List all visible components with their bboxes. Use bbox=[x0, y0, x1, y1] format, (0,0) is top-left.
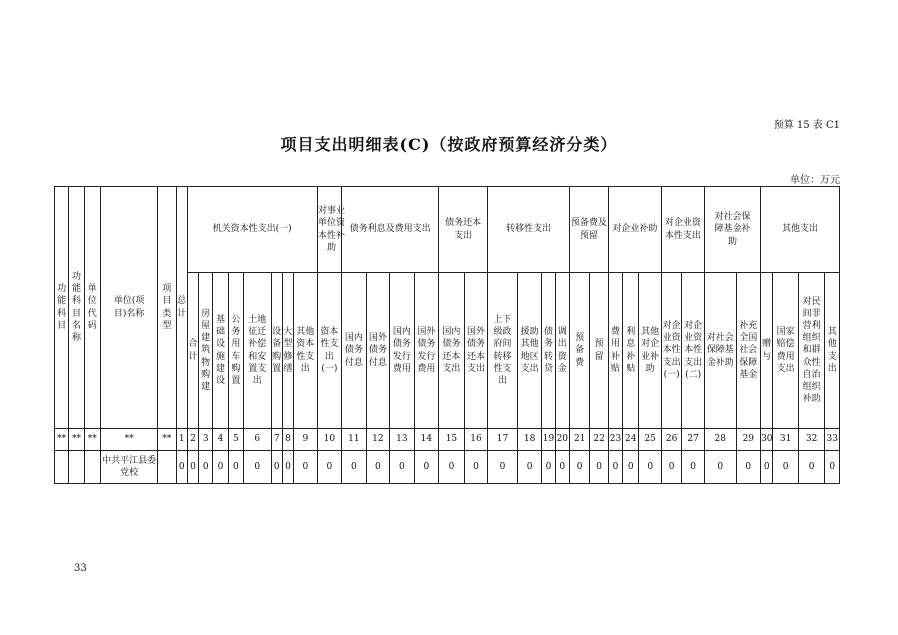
value-cell: 0 bbox=[639, 451, 662, 484]
code-cell: 12 bbox=[366, 429, 390, 451]
code-cell: 2 bbox=[187, 429, 198, 451]
header-row-groups bbox=[55, 187, 840, 273]
value-cell: 0 bbox=[439, 451, 465, 484]
cell-func-subject-name bbox=[69, 451, 84, 484]
col-foreign-debt-fee: 国外债务发行费用 bbox=[414, 273, 439, 429]
value-cell: 0 bbox=[464, 451, 488, 484]
col-official-vehicle: 公务用车购置 bbox=[228, 273, 243, 429]
code-cell: 31 bbox=[773, 429, 799, 451]
col-infrastructure: 基础设施建设 bbox=[213, 273, 228, 429]
code-cell: 23 bbox=[608, 429, 622, 451]
col-enterprise-capital-2: 对企业资本性支出(二) bbox=[682, 273, 704, 429]
code-cell: 10 bbox=[317, 429, 342, 451]
col-equipment: 设备购置 bbox=[271, 273, 282, 429]
group-reserve: 预备费及预留 bbox=[569, 187, 608, 273]
code-cell: ** bbox=[84, 429, 100, 451]
page-number: 33 bbox=[74, 563, 87, 574]
code-cell: 24 bbox=[623, 429, 639, 451]
code-cell: 6 bbox=[244, 429, 272, 451]
col-capital-expenditure-1: 资本性支出(一) bbox=[317, 273, 342, 429]
value-cell: 0 bbox=[623, 451, 639, 484]
code-cell: 14 bbox=[414, 429, 439, 451]
code-cell: 15 bbox=[439, 429, 465, 451]
code-cell: 26 bbox=[661, 429, 681, 451]
value-cell: 0 bbox=[555, 451, 569, 484]
col-other-enterprise-subsidy: 其他对企业补助 bbox=[639, 273, 662, 429]
col-subtotal: 合计 bbox=[187, 273, 198, 429]
code-cell: 1 bbox=[176, 429, 187, 451]
code-cell: 20 bbox=[555, 429, 569, 451]
cell-project-type bbox=[158, 451, 176, 484]
col-national-ss-fund: 补充全国社会保障基金 bbox=[736, 273, 761, 429]
code-cell: 29 bbox=[736, 429, 761, 451]
form-code: 预算 15 表 C1 bbox=[773, 120, 840, 131]
group-enterprise-capital: 对企业资本性支出 bbox=[661, 187, 704, 273]
col-gift: 赠与 bbox=[761, 273, 773, 429]
col-enterprise-capital-1: 对企业资本性支出(一) bbox=[661, 273, 681, 429]
col-interest-subsidy: 利息补贴 bbox=[623, 273, 639, 429]
value-cell: 0 bbox=[736, 451, 761, 484]
col-domestic-debt-interest: 国内债务付息 bbox=[342, 273, 367, 429]
value-cell: 0 bbox=[176, 451, 187, 484]
value-cell: 0 bbox=[390, 451, 415, 484]
cell-unit-name: 中共平江县委党校 bbox=[100, 451, 157, 484]
code-cell: 4 bbox=[213, 429, 228, 451]
code-cell: 17 bbox=[488, 429, 518, 451]
value-cell: 0 bbox=[213, 451, 228, 484]
code-cell: 27 bbox=[682, 429, 704, 451]
value-cell: 0 bbox=[282, 451, 293, 484]
value-cell: 0 bbox=[661, 451, 681, 484]
code-cell: 16 bbox=[464, 429, 488, 451]
code-cell: 22 bbox=[590, 429, 608, 451]
value-cell: 0 bbox=[704, 451, 736, 484]
col-reserved: 预留 bbox=[590, 273, 608, 429]
value-cell: 0 bbox=[228, 451, 243, 484]
value-cell: 0 bbox=[342, 451, 367, 484]
value-cell: 0 bbox=[366, 451, 390, 484]
unit-label: 单位：万元 bbox=[790, 175, 840, 186]
col-domestic-debt-fee: 国内债务发行费用 bbox=[390, 273, 415, 429]
value-cell: 0 bbox=[294, 451, 318, 484]
value-cell: 0 bbox=[542, 451, 555, 484]
code-cell: ** bbox=[158, 429, 176, 451]
code-cell: 8 bbox=[282, 429, 293, 451]
col-other-capital: 其他资本性支出 bbox=[294, 273, 318, 429]
code-cell: ** bbox=[69, 429, 84, 451]
group-social-security-fund: 对社会保障基金补助 bbox=[704, 187, 760, 273]
code-cell: ** bbox=[55, 429, 69, 451]
value-cell: 0 bbox=[199, 451, 213, 484]
group-other-expenditure: 其他支出 bbox=[761, 187, 840, 273]
value-cell: 0 bbox=[517, 451, 542, 484]
value-cell: 0 bbox=[773, 451, 799, 484]
col-social-security-subsidy: 对社会保障基金补助 bbox=[704, 273, 736, 429]
project-expenditure-table bbox=[54, 186, 840, 484]
group-capital-subsidy-institutions: 对事业单位资本性补助 bbox=[317, 187, 342, 273]
col-foreign-debt-interest: 国外债务付息 bbox=[366, 273, 390, 429]
code-cell: 13 bbox=[390, 429, 415, 451]
code-cell: 33 bbox=[825, 429, 840, 451]
cell-func-subject bbox=[55, 451, 69, 484]
value-cell: 0 bbox=[761, 451, 773, 484]
value-cell: 0 bbox=[488, 451, 518, 484]
col-major-repair: 大型修缮 bbox=[282, 273, 293, 429]
col-project-type: 项目类型 bbox=[158, 187, 176, 429]
code-cell: 11 bbox=[342, 429, 367, 451]
code-cell: 25 bbox=[639, 429, 662, 451]
value-cell: 0 bbox=[414, 451, 439, 484]
col-foreign-principal: 国外债务还本支出 bbox=[464, 273, 488, 429]
col-funds-transfer-out: 调出资金 bbox=[555, 273, 569, 429]
col-nonprofit-subsidy: 对民间非营利组织和群众性自治组织补助 bbox=[798, 273, 825, 429]
group-capital-expenditure-1: 机关资本性支出(一) bbox=[187, 187, 317, 273]
value-cell: 0 bbox=[244, 451, 272, 484]
value-cell: 0 bbox=[590, 451, 608, 484]
col-expense-subsidy: 费用补贴 bbox=[608, 273, 622, 429]
value-cell: 0 bbox=[608, 451, 622, 484]
code-cell: 9 bbox=[294, 429, 318, 451]
col-other-expenditure: 其他支出 bbox=[825, 273, 840, 429]
col-debt-relending: 债务转贷 bbox=[542, 273, 555, 429]
page-title: 项目支出明细表(C)（按政府预算经济分类） bbox=[280, 135, 618, 154]
group-transfer-expenditure: 转移性支出 bbox=[488, 187, 570, 273]
group-debt-principal: 债务还本支出 bbox=[439, 187, 488, 273]
value-cell: 0 bbox=[187, 451, 198, 484]
col-func-subject: 功能科目 bbox=[55, 187, 69, 429]
code-cell: 7 bbox=[271, 429, 282, 451]
group-debt-interest: 债务利息及费用支出 bbox=[342, 187, 439, 273]
col-total: 总计 bbox=[176, 187, 187, 429]
col-state-compensation: 国家赔偿费用支出 bbox=[773, 273, 799, 429]
code-cell: 5 bbox=[228, 429, 243, 451]
code-cell: 18 bbox=[517, 429, 542, 451]
code-cell: 28 bbox=[704, 429, 736, 451]
code-cell: 19 bbox=[542, 429, 555, 451]
col-reserve-fund: 预备费 bbox=[569, 273, 589, 429]
code-cell: 30 bbox=[761, 429, 773, 451]
col-unit-code: 单位代码 bbox=[84, 187, 100, 429]
col-intergov-transfer: 上下级政府间转移性支出 bbox=[488, 273, 518, 429]
cell-unit-code bbox=[84, 451, 100, 484]
value-cell: 0 bbox=[825, 451, 840, 484]
col-unit-name: 单位(项目)名称 bbox=[100, 187, 157, 429]
col-building: 房屋建筑物购建 bbox=[199, 273, 213, 429]
value-cell: 0 bbox=[271, 451, 282, 484]
code-cell: ** bbox=[100, 429, 157, 451]
value-cell: 0 bbox=[798, 451, 825, 484]
table-row bbox=[55, 451, 840, 484]
col-land-compensation: 土地征迁补偿和安置支出 bbox=[244, 273, 272, 429]
col-domestic-principal: 国内债务还本支出 bbox=[439, 273, 465, 429]
value-cell: 0 bbox=[569, 451, 589, 484]
code-cell: 32 bbox=[798, 429, 825, 451]
column-code-row bbox=[55, 429, 840, 451]
value-cell: 0 bbox=[317, 451, 342, 484]
group-enterprise-subsidy: 对企业补助 bbox=[608, 187, 661, 273]
col-func-subject-name: 功能科目名称 bbox=[69, 187, 84, 429]
code-cell: 21 bbox=[569, 429, 589, 451]
value-cell: 0 bbox=[682, 451, 704, 484]
code-cell: 3 bbox=[199, 429, 213, 451]
col-aid-other-regions: 援助其他地区支出 bbox=[517, 273, 542, 429]
